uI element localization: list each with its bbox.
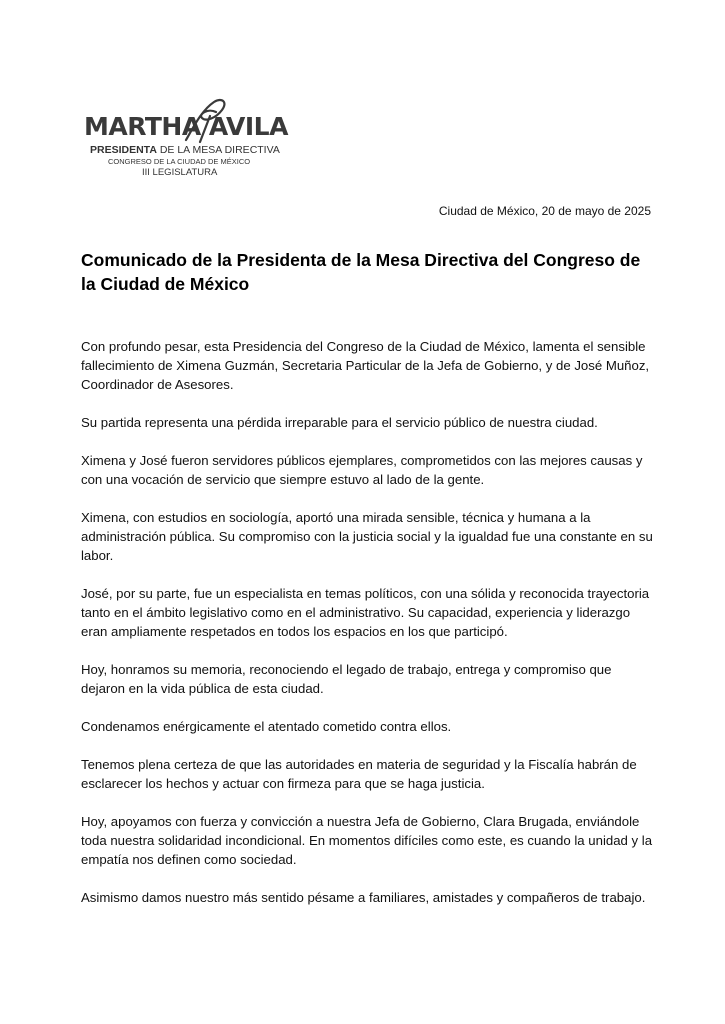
logo-legislature: III LEGISLATURA	[142, 167, 218, 178]
body-paragraph: Ximena, con estudios en sociología, aportó una mirada sensible, técnica y humana a la administración pública. Su compromiso con la justicia social y la igualdad fue una constante en su labor.	[81, 510, 653, 563]
logo-position	[90, 144, 280, 156]
document-date: Ciudad de México, 20 de mayo de 2025	[438, 204, 651, 218]
body-paragraph: Su partida representa una pérdida irreparable para el servicio público de nuestra ciudad.	[81, 415, 598, 430]
body-paragraph: Ximena y José fueron servidores públicos ejemplares, comprometidos con las mejores causas y con una vocación de servicio que siempre estuvo al lado de la gente.	[81, 453, 643, 487]
logo-position-bold: PRESIDENTA	[90, 144, 157, 156]
body-paragraph: Asimismo damos nuestro más sentido pésame a familiares, amistades y compañeros de trabajo.	[81, 890, 646, 905]
body-paragraph: Condenamos enérgicamente el atentado cometido contra ellos.	[81, 719, 452, 734]
letterhead-logo	[84, 96, 294, 180]
document-title: Comunicado de la Presidenta de la Mesa Directiva del Congreso de la Ciudad de México	[81, 250, 641, 294]
body-paragraph: Con profundo pesar, esta Presidencia del Congreso de la Ciudad de México, lamenta el sensible fallecimiento de Ximena Guzmán, Secretaria Particular de la Jefa de Gobierno, y de José Muñoz, Coordinador de Asesores.	[81, 339, 650, 392]
logo-position-rest: DE LA MESA DIRECTIVA	[156, 144, 280, 156]
body-paragraph: Tenemos plena certeza de que las autoridades en materia de seguridad y la Fiscalía habrán de esclarecer los hechos y actuar con firmeza para que se haga justicia.	[81, 757, 637, 791]
body-paragraph: Hoy, honramos su memoria, reconociendo el legado de trabajo, entrega y compromiso que dejaron en la vida pública de esta ciudad.	[81, 662, 612, 696]
logo-institution: CONGRESO DE LA CIUDAD DE MÉXICO	[108, 157, 251, 166]
document-body	[81, 337, 653, 926]
body-paragraph: José, por su parte, fue un especialista en temas políticos, con una sólida y reconocida trayectoria tanto en el ámbito legislativo como en el administrativo. Su capacidad, experiencia y liderazgo eran ampliamente respetados en todos los espacios en los que participó.	[81, 586, 650, 639]
body-paragraph: Hoy, apoyamos con fuerza y convicción a nuestra Jefa de Gobierno, Clara Brugada, enviándole toda nuestra solidaridad incondicional. En momentos difíciles como este, es cuando la unidad y la empatía nos definen como sociedad.	[81, 814, 653, 867]
logo-name: MARTHA AVILA	[84, 112, 288, 141]
